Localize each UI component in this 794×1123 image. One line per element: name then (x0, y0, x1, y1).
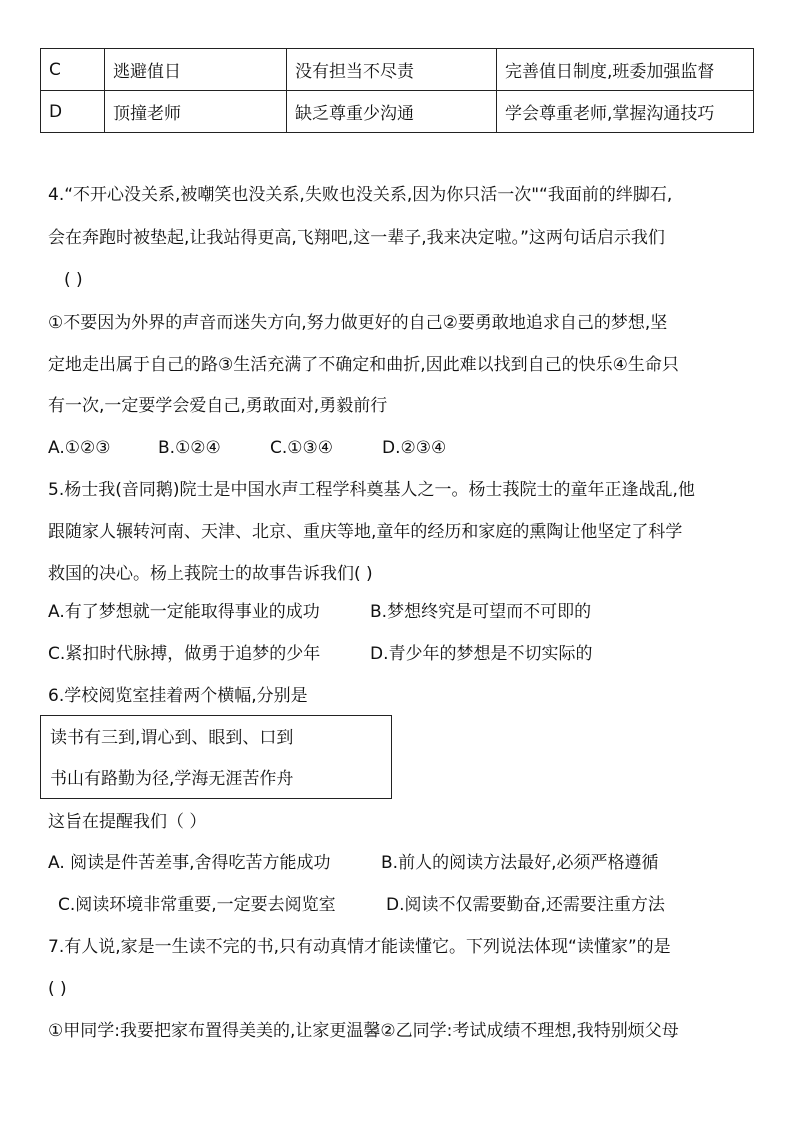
q4-stem-line-2: 会在奔跑时被垫起,让我站得更高,飞翔吧,这一辈子,我来决定啦。”这两句话启示我们 (48, 228, 665, 248)
q4-statement-line-2: 定地走出属于自己的路③生活充满了不确定和曲折,因此难以找到自己的快乐④生命只 (48, 355, 679, 375)
q4-option-a: A.①②③ (48, 438, 111, 458)
q5-stem-line-1: 5.杨士我(音同鹅)院士是中国水声工程学科奠基人之一。杨士莪院士的童年正逢战乱,他 (48, 480, 695, 500)
option-problem: 没有担当不尽责 (287, 49, 497, 91)
table-row (41, 49, 754, 91)
option-letter: D (41, 91, 105, 133)
q5-option-a: A.有了梦想就一定能取得事业的成功 (48, 602, 320, 622)
banner-line-1: 读书有三到,谓心到、眼到、口到 (50, 728, 294, 748)
q6-options-row-2 (58, 893, 665, 917)
option-solution: 学会尊重老师,掌握沟通技巧 (497, 91, 754, 133)
q4-options (48, 436, 446, 460)
option-solution: 完善值日制度,班委加强监督 (497, 49, 754, 91)
q5-options-row-1 (48, 600, 591, 624)
option-letter: C (41, 49, 105, 91)
q6-prompt: 这旨在提醒我们（ ） (48, 812, 207, 832)
q7-statement-line-1: ①甲同学:我要把家布置得美美的,让家更温馨②乙同学:考试成绩不理想,我特别烦父母 (48, 1021, 679, 1041)
q5-stem-line-2: 跟随家人辗转河南、天津、北京、重庆等地,童年的经历和家庭的熏陶让他坚定了科学 (48, 522, 683, 542)
q6-option-c: C.阅读环境非常重要,一定要去阅览室 (58, 895, 336, 915)
q4-option-b: B.①②④ (158, 438, 221, 458)
q5-option-b: B.梦想终究是可望而不可即的 (370, 602, 592, 622)
q5-stem-line-3: 救国的决心。杨上莪院士的故事告诉我们( ) (48, 564, 373, 584)
q4-statement-line-3: 有一次,一定要学会爱自己,勇敢面对,勇毅前行 (48, 396, 388, 416)
reading-room-banners (40, 715, 392, 799)
q6-option-d: D.阅读不仅需要勤奋,还需要注重方法 (386, 895, 665, 915)
q6-option-a: A. 阅读是件苦差事,舍得吃苦方能成功 (48, 853, 331, 873)
q4-option-c: C.①③④ (270, 438, 333, 458)
q5-options-row-2 (48, 642, 593, 666)
q6-stem: 6.学校阅览室挂着两个横幅,分别是 (48, 686, 308, 706)
option-behavior: 逃避值日 (105, 49, 287, 91)
q5-option-d: D.青少年的梦想是不切实际的 (370, 644, 593, 664)
option-problem: 缺乏尊重少沟通 (287, 91, 497, 133)
q4-stem-line-1: 4.“不开心没关系,被嘲笑也没关系,失败也没关系,因为你只活一次"“我面前的绊脚石, (48, 185, 673, 205)
answer-options-table (40, 48, 754, 133)
q6-option-b: B.前人的阅读方法最好,必须严格遵循 (381, 853, 659, 873)
banner-line-2: 书山有路勤为径,学海无涯苦作舟 (50, 769, 294, 789)
q7-stem-line-1: 7.有人说,家是一生读不完的书,只有动真情才能读懂它。下列说法体现“读懂家”的是 (48, 937, 671, 957)
q4-statement-line-1: ①不要因为外界的声音而迷失方向,努力做更好的自己②要勇敢地追求自己的梦想,坚 (48, 313, 668, 333)
q4-answer-blank: ( ) (64, 270, 83, 290)
q5-option-c: C.紧扣时代脉搏，做勇于追梦的少年 (48, 644, 321, 664)
q7-answer-blank: ( ) (48, 979, 67, 999)
q6-options-row-1 (48, 851, 658, 875)
option-behavior: 顶撞老师 (105, 91, 287, 133)
q4-option-d: D.②③④ (382, 438, 447, 458)
table-row (41, 91, 754, 133)
